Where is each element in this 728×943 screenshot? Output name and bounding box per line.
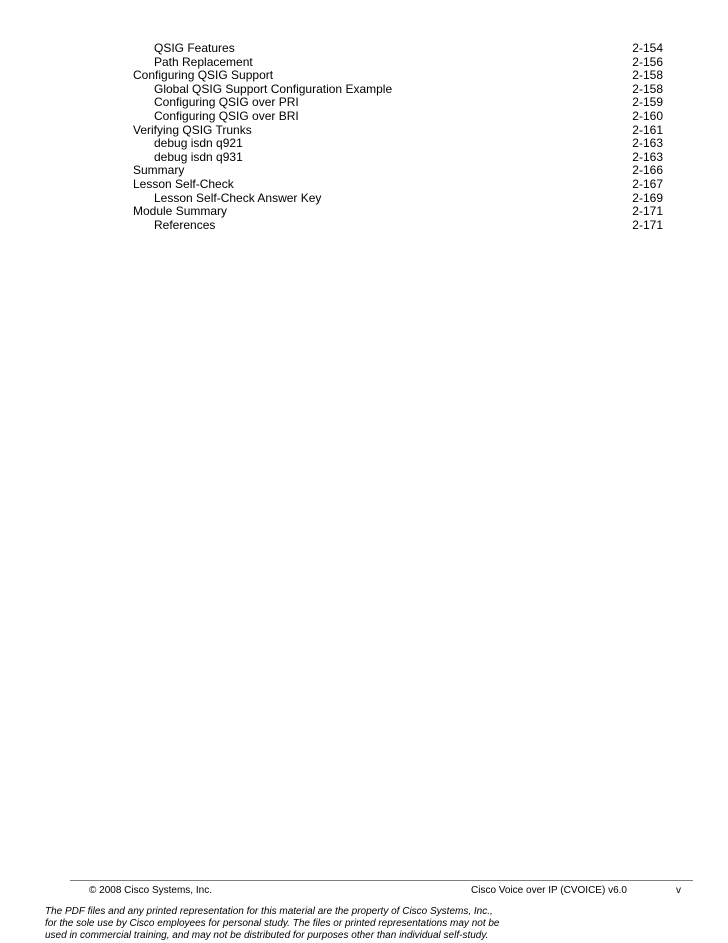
toc-entry-title: debug isdn q921 [154,136,243,151]
toc-entry [0,137,728,151]
table-of-contents [0,42,728,232]
toc-entry-page: 2-161 [632,122,663,137]
toc-entry [0,124,728,138]
toc-entry-page: 2-167 [632,176,663,191]
toc-entry [0,205,728,219]
toc-entry [0,192,728,206]
toc-entry-title: Configuring QSIG Support [133,68,274,83]
toc-entry [0,96,728,110]
toc-entry-page: 2-163 [632,149,663,164]
toc-entry-title: Lesson Self-Check [133,176,234,191]
toc-entry-title: QSIG Features [154,41,235,55]
toc-entry-page: 2-166 [632,163,663,178]
toc-entry-page: 2-158 [632,68,663,83]
toc-entry [0,69,728,83]
toc-entry-page: 2-159 [632,95,663,110]
toc-entry-page: 2-156 [632,54,663,69]
toc-entry-page: 2-160 [632,108,663,123]
toc-entry-title: Summary [133,163,185,178]
toc-entry-page: 2-154 [632,41,663,55]
toc-entry-title: debug isdn q931 [154,149,243,164]
toc-entry-title: Verifying QSIG Trunks [133,122,252,137]
toc-entry-title: Lesson Self-Check Answer Key [154,190,322,205]
toc-entry-title: References [154,217,216,232]
toc-entry [0,151,728,165]
footer-page-number: v [676,885,681,896]
toc-entry [0,110,728,124]
footer-divider [70,880,693,881]
disclaimer-line: used in commercial training, and may not be distributed for purposes other than individual self-study. [45,930,489,941]
toc-entry [0,83,728,97]
toc-entry [0,219,728,233]
toc-entry-title: Configuring QSIG over PRI [154,95,299,110]
toc-entry-title: Global QSIG Support Configuration Example [154,81,393,96]
toc-entry-page: 2-171 [632,217,663,232]
toc-entry-title: Module Summary [133,204,228,219]
disclaimer-line: The PDF files and any printed representation for this material are the property of Cisco Systems, Inc., [45,906,493,917]
toc-entry-title: Path Replacement [154,54,253,69]
toc-entry [0,42,728,56]
toc-entry [0,178,728,192]
toc-entry-page: 2-163 [632,136,663,151]
footer-copyright: © 2008 Cisco Systems, Inc. [89,885,212,896]
toc-entry [0,164,728,178]
footer-course-title: Cisco Voice over IP (CVOICE) v6.0 [471,885,627,896]
toc-entry [0,56,728,70]
copyright-disclaimer [45,906,505,942]
disclaimer-line: for the sole use by Cisco employees for personal study. The files or printed representations may not be [45,918,500,929]
toc-entry-title: Configuring QSIG over BRI [154,108,299,123]
toc-entry-page: 2-158 [632,81,663,96]
toc-entry-page: 2-171 [632,204,663,219]
toc-entry-page: 2-169 [632,190,663,205]
